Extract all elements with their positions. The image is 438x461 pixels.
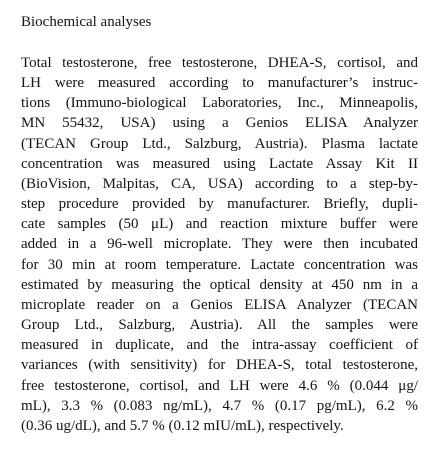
paragraph-line: variances (with sensitivity) for DHEA-S, total testosterone, (21, 357, 418, 374)
paragraph-line: Group Ltd., Salzburg, Austria). All the samples were (21, 317, 418, 334)
paragraph-line: estimated by measuring the optical density at 450 nm in a (21, 276, 418, 293)
paragraph-line: concentration was measured using Lactate Assay Kit II (21, 155, 418, 172)
paragraph-line: added in a 96-well microplate. They were then incubated (21, 236, 418, 253)
paragraph-line: (TECAN Group Ltd., Salzburg, Austria). Plasma lactate (21, 135, 418, 152)
section-heading: Biochemical analyses (21, 14, 152, 30)
paragraph-line: cate samples (50 μL) and reaction mixture buffer were (21, 216, 418, 233)
document-page (21, 12, 418, 436)
paragraph-line: measured in duplicate, and the intra-assay coefficient of (21, 337, 418, 354)
paragraph-line: (0.36 ug/dL), and 5.7 % (0.12 mIU/mL), respectively. (21, 417, 344, 434)
paragraph-line: microplate reader on a Genios ELISA Analyzer (TECAN (21, 296, 418, 313)
paragraph-line: LH were measured according to manufacturer’s instruc- (21, 75, 418, 92)
paragraph-line: (BioVision, Malpitas, CA, USA) according to a step-by- (21, 175, 418, 192)
paragraph-line: Total testosterone, free testosterone, DHEA-S, cortisol, and (21, 55, 418, 71)
paragraph-line: tions (Immuno-biological Laboratories, Inc., Minneapolis, (21, 95, 418, 112)
paragraph-line: step procedure provided by manufacturer. Briefly, dupli- (21, 196, 418, 213)
paragraph-line: MN 55432, USA) using a Genios ELISA Analyzer (21, 115, 418, 132)
paragraph-line: for 30 min at room temperature. Lactate concentration was (21, 256, 418, 273)
body-paragraph (21, 53, 418, 436)
paragraph-line: mL), 3.3 % (0.083 ng/mL), 4.7 % (0.17 pg/mL), 6.2 % (21, 397, 418, 414)
paragraph-line: free testosterone, cortisol, and LH were 4.6 % (0.044 μg/ (21, 377, 418, 394)
